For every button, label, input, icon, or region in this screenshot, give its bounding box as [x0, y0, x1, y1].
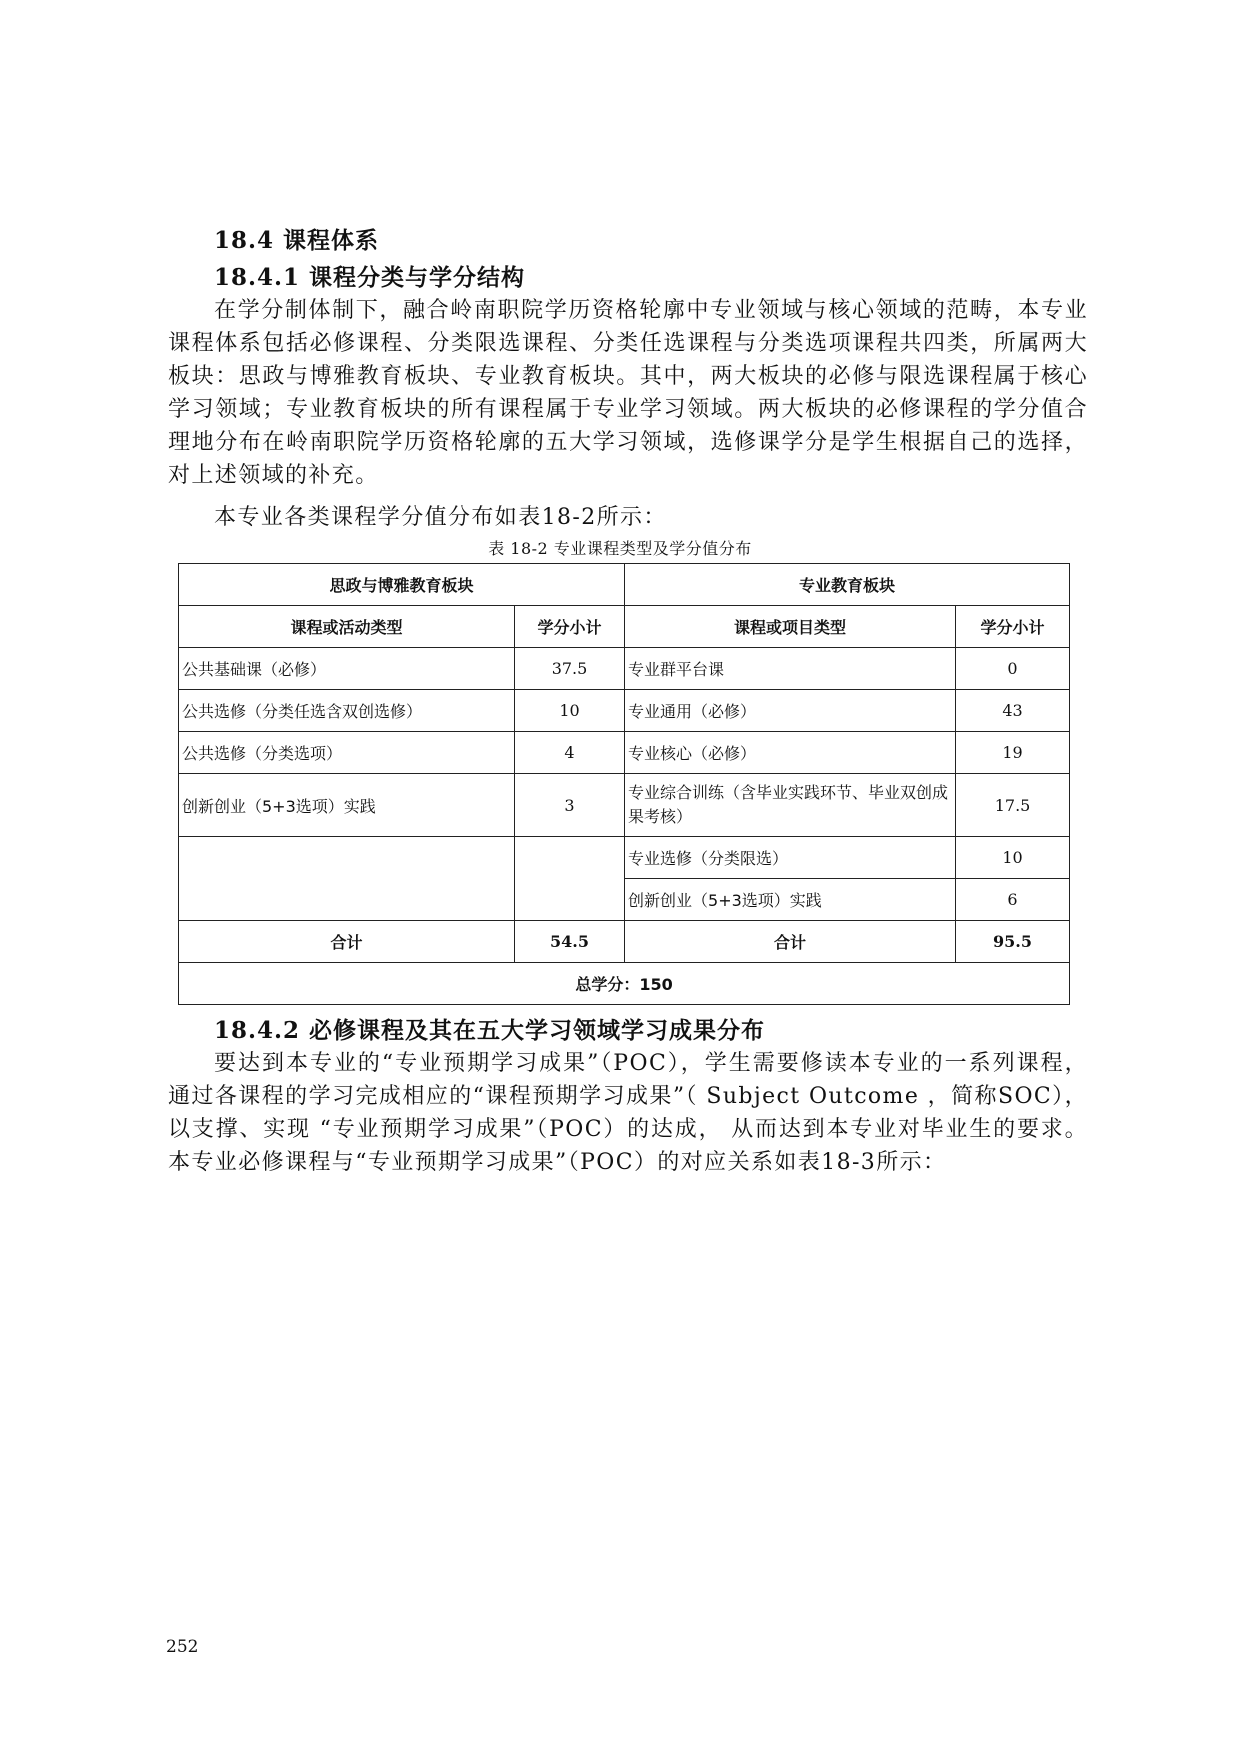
- table-row: [179, 836, 1070, 878]
- left-type-cell: 公共基础课（必修）: [179, 648, 515, 690]
- left-type-cell: 公共选修（分类任选含双创选修）: [179, 690, 515, 732]
- left-block-header: 思政与博雅教育板块: [179, 564, 625, 606]
- right-credit-header: 学分小计: [956, 606, 1070, 648]
- table-row: [179, 690, 1070, 732]
- grand-total: 总学分：150: [179, 962, 1070, 1004]
- left-total-label: 合计: [179, 920, 515, 962]
- right-type-cell: 创新创业（5+3选项）实践: [625, 878, 956, 920]
- table-intro-line: 本专业各类课程学分值分布如表18-2所示：: [214, 505, 667, 530]
- left-type-cell: 公共选修（分类选项）: [179, 732, 515, 774]
- left-type-cell: 创新创业（5+3选项）实践: [179, 774, 515, 836]
- right-credit-cell: 6: [956, 878, 1070, 920]
- left-credit-cell: 3: [515, 774, 625, 836]
- table-row: [179, 774, 1070, 836]
- right-credit-cell: 19: [956, 732, 1070, 774]
- right-credit-cell: 10: [956, 836, 1070, 878]
- left-total-value: 54.5: [515, 920, 625, 962]
- credit-distribution-table: [178, 563, 1070, 1005]
- right-type-cell: 专业核心（必修）: [625, 732, 956, 774]
- paragraph-2: [168, 1047, 1088, 1179]
- left-credit-header: 学分小计: [515, 606, 625, 648]
- right-total-value: 95.5: [956, 920, 1070, 962]
- right-type-cell: 专业通用（必修）: [625, 690, 956, 732]
- right-type-cell: 专业群平台课: [625, 648, 956, 690]
- left-credit-cell: 10: [515, 690, 625, 732]
- table-row: [179, 648, 1070, 690]
- right-credit-cell: 43: [956, 690, 1070, 732]
- right-type-header: 课程或项目类型: [625, 606, 956, 648]
- paragraph-1-text: 在学分制体制下，融合岭南职院学历资格轮廓中专业领域与核心领域的范畴，本专业课程体系包括必修课程、分类限选课程、分类任选课程与分类选项课程共四类，所属两大板块：思政与博雅教育板块、专业教育板块。其中，两大板块的必修与限选课程属于核心学习领域；专业教育板块的所有课程属于专业学习领域。两大板块的必修课程的学分值合理地分布在岭南职院学历资格轮廓的五大学习领域，选修课学分是学生根据自己的选择，对上述领域的补充。: [168, 298, 1088, 488]
- right-credit-cell: 0: [956, 648, 1070, 690]
- right-credit-cell: 17.5: [956, 774, 1070, 836]
- left-credit-cell: 37.5: [515, 648, 625, 690]
- table-row: [179, 606, 1070, 648]
- right-type-cell: 专业综合训练（含毕业实践环节、毕业双创成果考核）: [625, 774, 956, 836]
- table-row: [179, 962, 1070, 1004]
- right-block-header: 专业教育板块: [625, 564, 1070, 606]
- paragraph-2-text: 要达到本专业的“专业预期学习成果”（POC），学生需要修读本专业的一系列课程，通过各课程的学习完成相应的“课程预期学习成果”（ Subject Outcome ，简称SOC），以支撑、实现 “专业预期学习成果”（POC）的达成， 从而达到本专业对毕业生的要求。本专业必修课程与“专业预期学习成果”（POC）的对应关系如表18-3所示：: [168, 1051, 1088, 1175]
- table-caption: 表 18-2 专业课程类型及学分值分布: [488, 539, 752, 558]
- section-heading: 18.4 课程体系: [214, 227, 380, 254]
- right-type-cell: 专业选修（分类限选）: [625, 836, 956, 878]
- left-type-header: 课程或活动类型: [179, 606, 515, 648]
- left-credit-cell: 4: [515, 732, 625, 774]
- empty-cell: [515, 836, 625, 920]
- table-row: [179, 920, 1070, 962]
- subsection-heading-1: 18.4.1 课程分类与学分结构: [214, 264, 526, 291]
- right-total-label: 合计: [625, 920, 956, 962]
- table-row: [179, 732, 1070, 774]
- paragraph-1: [168, 294, 1088, 492]
- table-row: [179, 564, 1070, 606]
- page-number: 252: [166, 1637, 199, 1657]
- empty-cell: [179, 836, 515, 920]
- subsection-heading-2: 18.4.2 必修课程及其在五大学习领域学习成果分布: [214, 1017, 766, 1044]
